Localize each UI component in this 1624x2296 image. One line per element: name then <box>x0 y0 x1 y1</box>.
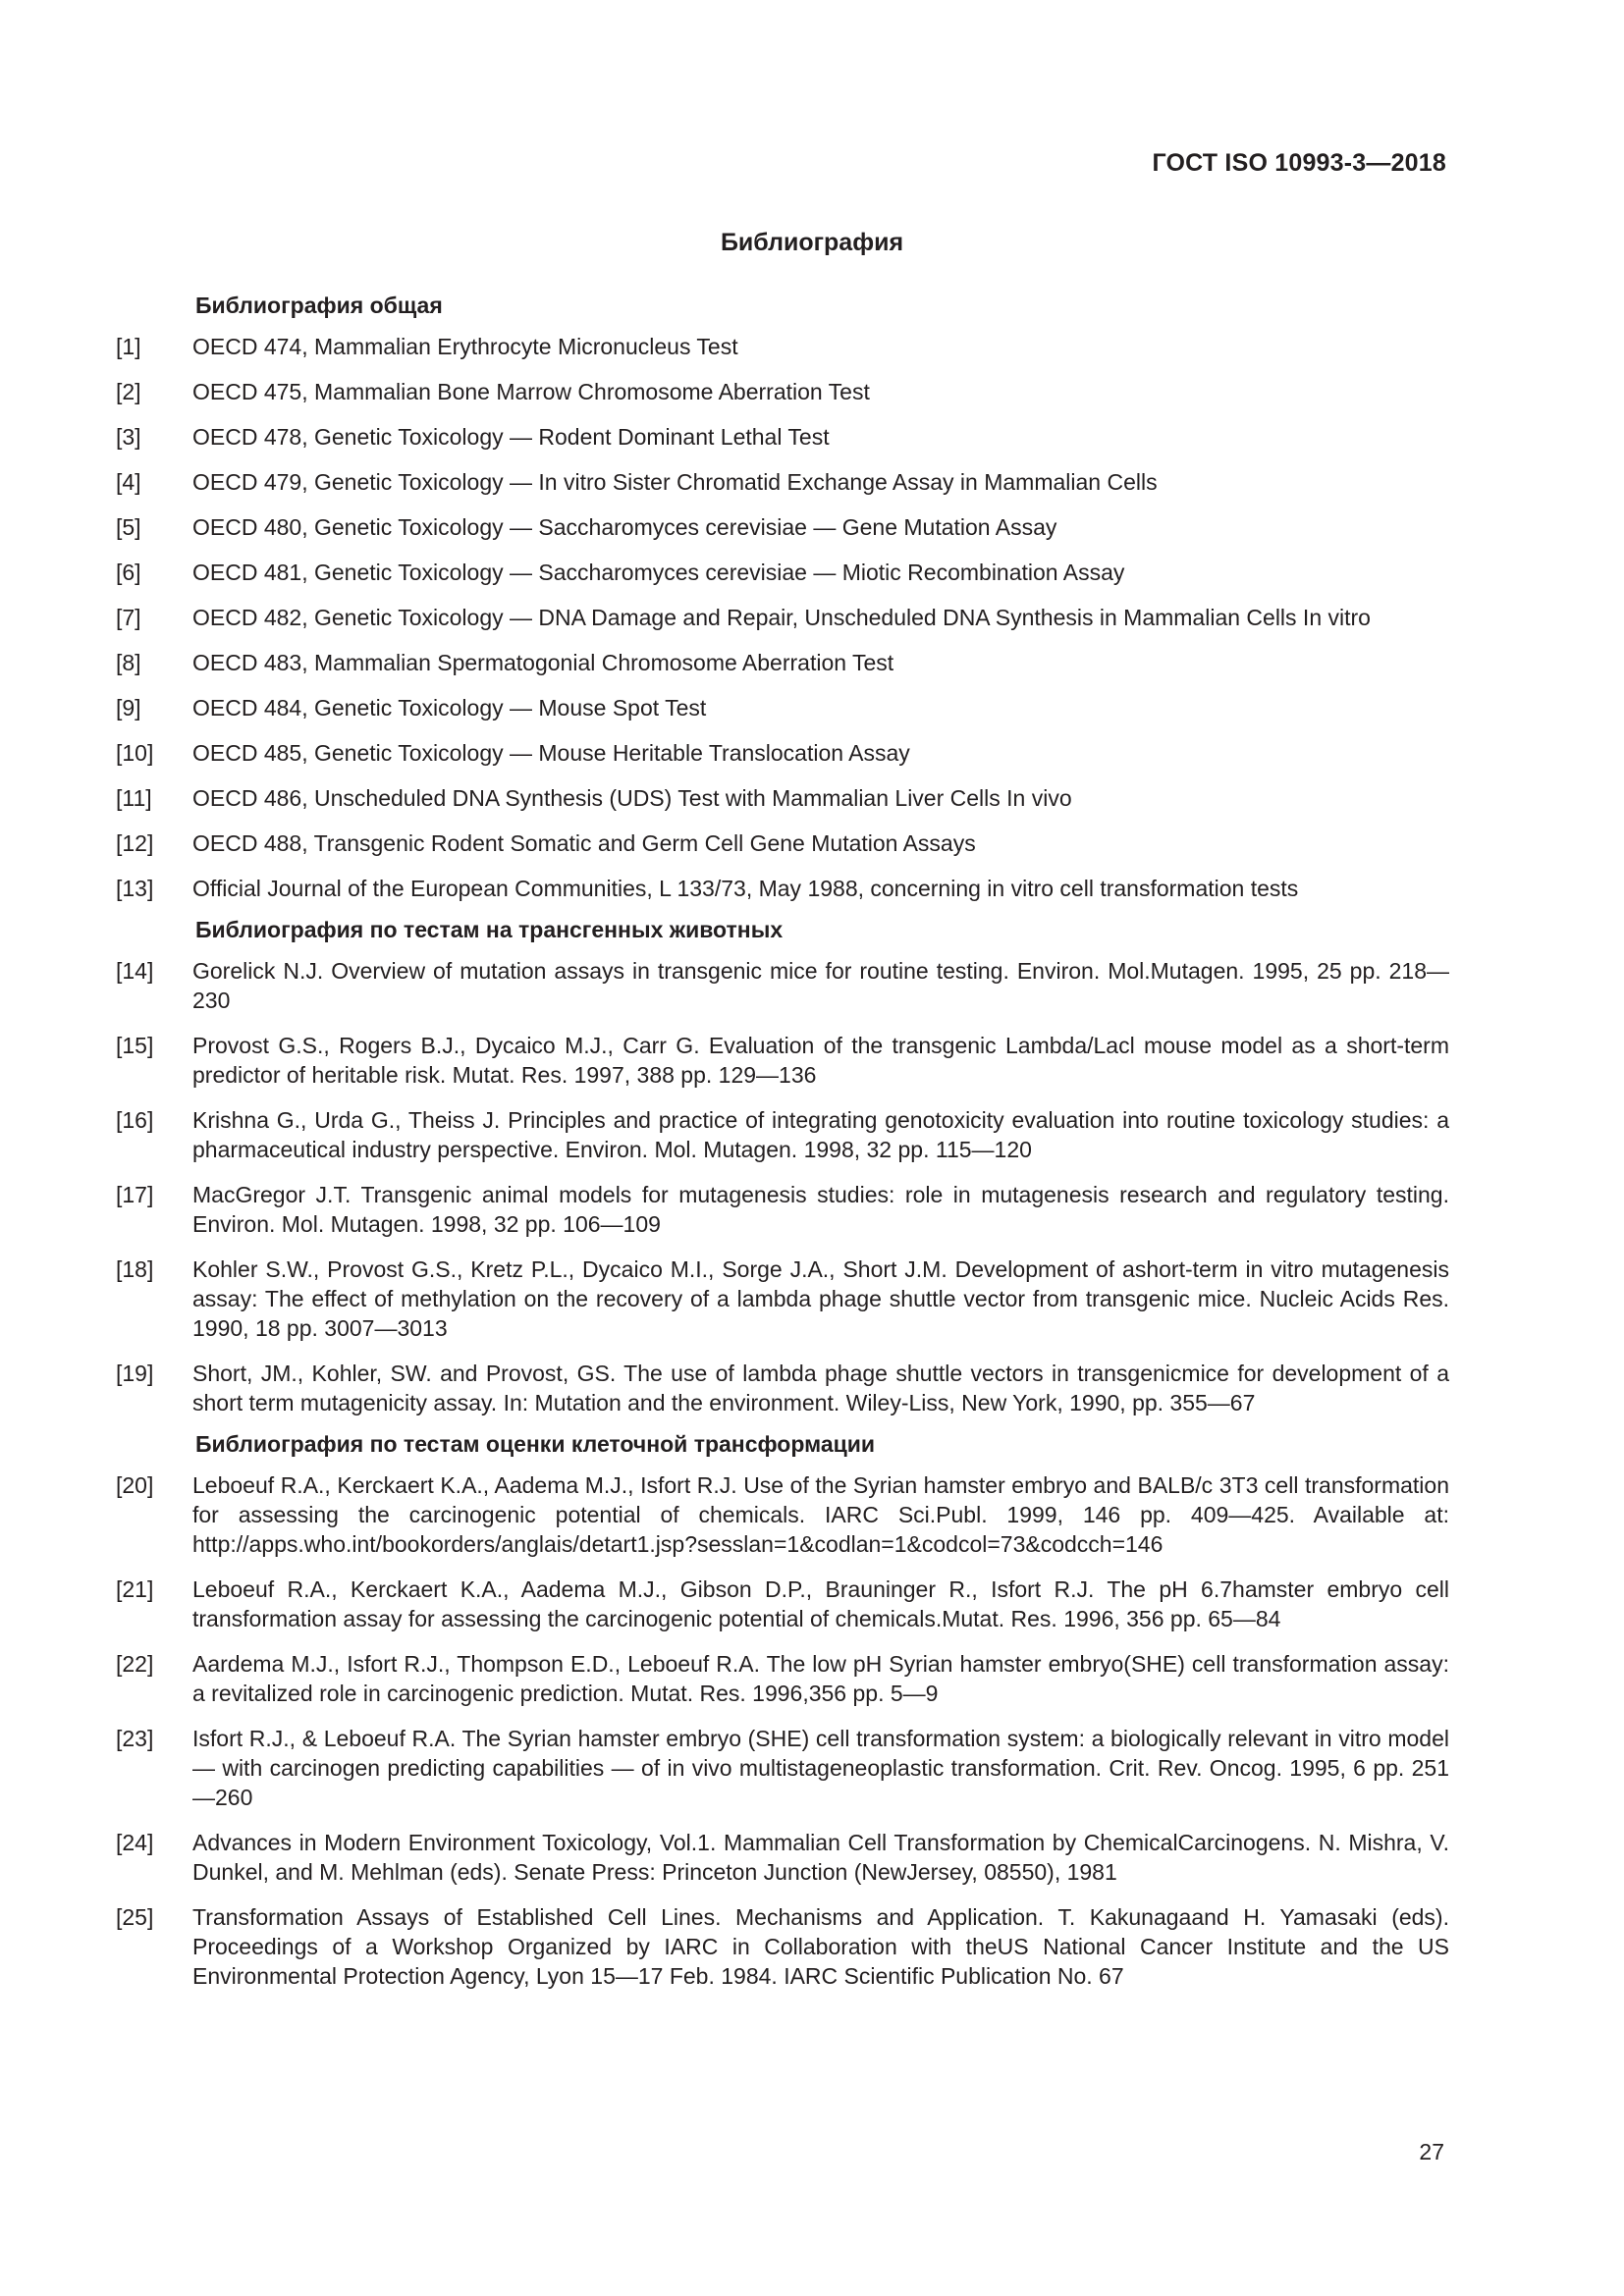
entry-number: [24] <box>116 1830 154 1855</box>
entry-text: Transformation Assays of Established Cell Lines. Mechanisms and Application. T. Kakunagaand H. Yamasaki (eds). Proceedings of a Workshop Organized by IARC in Collaboration with theUS National Cancer Institute and the US Environmental Protection Agency, Lyon 15—17 Feb. 1984. IARC Scientific Publication No. 67 <box>192 1904 1449 1989</box>
entry-text: Gorelick N.J. Overview of mutation assays in transgenic mice for routine testing. Environ. Mol.Mutagen. 1995, 25 pp. 218—230 <box>192 958 1449 1013</box>
bibliography-entry <box>116 783 1449 813</box>
entry-text: OECD 479, Genetic Toxicology — In vitro Sister Chromatid Exchange Assay in Mammalian Cells <box>192 469 1158 495</box>
bibliography-entry <box>116 738 1449 768</box>
bibliography-entry <box>116 1031 1449 1090</box>
entry-number: [21] <box>116 1576 154 1602</box>
bibliography-entry <box>116 1575 1449 1633</box>
entry-number: [10] <box>116 740 154 766</box>
entry-text: OECD 488, Transgenic Rodent Somatic and Germ Cell Gene Mutation Assays <box>192 830 976 856</box>
entry-text: Aardema M.J., Isfort R.J., Thompson E.D., Leboeuf R.A. The low pH Syrian hamster embryo(SHE) cell transformation assay: a revitalized role in carcinogenic prediction. Mutat. Res. 1996,356 pp. 5—9 <box>192 1651 1449 1706</box>
bibliography-entry <box>116 1828 1449 1887</box>
section-title: Библиография общая <box>195 293 443 318</box>
entry-text: OECD 486, Unscheduled DNA Synthesis (UDS) Test with Mammalian Liver Cells In vivo <box>192 785 1072 811</box>
entry-text: OECD 480, Genetic Toxicology — Saccharomyces cerevisiae — Gene Mutation Assay <box>192 514 1057 540</box>
bibliography-entry <box>116 1470 1449 1559</box>
entry-text: Leboeuf R.A., Kerckaert K.A., Aadema M.J., Isfort R.J. Use of the Syrian hamster embryo and BALB/c 3T3 cell transformation for assessing the carcinogenic potential of chemicals. IARC Sci.Publ. 1999, 146 pp. 409—425. Available at: http://apps.who.int/bookorders/anglais/detart1.jsp?sesslan=1&codlan=1&codcol=73&codcch=146 <box>192 1472 1449 1557</box>
page-title: Библиография <box>720 229 904 256</box>
entry-text: OECD 478, Genetic Toxicology — Rodent Dominant Lethal Test <box>192 424 830 450</box>
entry-text: OECD 474, Mammalian Erythrocyte Micronucleus Test <box>192 334 738 359</box>
bibliography-entry <box>116 1255 1449 1343</box>
entry-text: OECD 484, Genetic Toxicology — Mouse Spot Test <box>192 695 707 721</box>
bibliography-entry <box>116 603 1449 632</box>
bibliography-entry <box>116 512 1449 542</box>
bibliography-entry <box>116 648 1449 677</box>
bibliography-entry <box>116 467 1449 497</box>
entry-text: Kohler S.W., Provost G.S., Kretz P.L., Dycaico M.I., Sorge J.A., Short J.M. Development of ashort-term in vitro mutagenesis assay: The effect of methylation on the recovery of a lambda phage shuttle vector from transgenic mice. Nucleic Acids Res. 1990, 18 pp. 3007—3013 <box>192 1256 1449 1341</box>
bibliography-entry <box>116 422 1449 452</box>
entry-text: Official Journal of the European Communities, L 133/73, May 1988, concerning in vitro cell transformation tests <box>192 876 1299 901</box>
entry-text: OECD 475, Mammalian Bone Marrow Chromosome Aberration Test <box>192 379 870 404</box>
entry-number: [20] <box>116 1472 154 1498</box>
entry-text: MacGregor J.T. Transgenic animal models for mutagenesis studies: role in mutagenesis research and regulatory testing. Environ. Mol. Mutagen. 1998, 32 pp. 106—109 <box>192 1182 1449 1237</box>
entry-number: [11] <box>116 785 152 811</box>
bibliography-entry <box>116 828 1449 858</box>
entry-number: [6] <box>116 560 141 585</box>
bibliography-entry <box>116 1105 1449 1164</box>
entry-number: [8] <box>116 650 141 675</box>
entry-number: [19] <box>116 1361 154 1386</box>
entry-text: Provost G.S., Rogers B.J., Dycaico M.J., Carr G. Evaluation of the transgenic Lambda/Lacl mouse model as a short-term predictor of heritable risk. Mutat. Res. 1997, 388 pp. 129—136 <box>192 1033 1449 1088</box>
entry-number: [12] <box>116 830 154 856</box>
page-number: 27 <box>1419 2139 1444 2164</box>
bibliography-entry <box>116 377 1449 406</box>
entry-number: [7] <box>116 605 141 630</box>
entry-number: [2] <box>116 379 141 404</box>
entry-number: [3] <box>116 424 141 450</box>
bibliography-entry <box>116 1902 1449 1991</box>
entry-number: [13] <box>116 876 154 901</box>
section-title: Библиография по тестам на трансгенных животных <box>195 917 784 942</box>
entry-text: Leboeuf R.A., Kerckaert K.A., Aadema M.J., Gibson D.P., Brauninger R., Isfort R.J. The pH 6.7hamster embryo cell transformation assay for assessing the carcinogenic potential of chemicals.Mutat. Res. 1996, 356 pp. 65—84 <box>192 1576 1449 1631</box>
entry-text: Advances in Modern Environment Toxicology, Vol.1. Mammalian Cell Transformation by ChemicalCarcinogens. N. Mishra, V. Dunkel, and M. Mehlman (eds). Senate Press: Princeton Junction (NewJersey, 08550), 1981 <box>192 1830 1449 1885</box>
entry-number: [18] <box>116 1256 154 1282</box>
entry-number: [22] <box>116 1651 154 1677</box>
bibliography-entry <box>116 1649 1449 1708</box>
entry-number: [17] <box>116 1182 154 1207</box>
bibliography-entry <box>116 332 1449 361</box>
entry-text: Short, JM., Kohler, SW. and Provost, GS. The use of lambda phage shuttle vectors in transgenicmice for development of a short term mutagenicity assay. In: Mutation and the environment. Wiley-Liss, New York, 1990, pp. 355—67 <box>192 1361 1449 1415</box>
bibliography-entry <box>116 1359 1449 1417</box>
entry-number: [16] <box>116 1107 154 1133</box>
section-title: Библиография по тестам оценки клеточной трансформации <box>195 1431 876 1457</box>
entry-number: [23] <box>116 1726 154 1751</box>
bibliography-entry <box>116 874 1449 903</box>
entry-text: Isfort R.J., & Leboeuf R.A. The Syrian hamster embryo (SHE) cell transformation system: a biologically relevant in vitro model — with carcinogen predicting capabilities — of in vivo multistageneoplastic transformation. Crit. Rev. Oncog. 1995, 6 pp. 251—260 <box>192 1726 1449 1810</box>
entry-text: OECD 485, Genetic Toxicology — Mouse Heritable Translocation Assay <box>192 740 910 766</box>
entry-text: OECD 483, Mammalian Spermatogonial Chromosome Aberration Test <box>192 650 894 675</box>
entry-text: OECD 481, Genetic Toxicology — Saccharomyces cerevisiae — Miotic Recombination Assay <box>192 560 1125 585</box>
entry-number: [5] <box>116 514 141 540</box>
entry-number: [1] <box>116 334 141 359</box>
bibliography-entry <box>116 693 1449 722</box>
bibliography-body <box>116 291 1449 2002</box>
bibliography-entry <box>116 1724 1449 1812</box>
bibliography-entry <box>116 558 1449 587</box>
bibliography-entry <box>116 956 1449 1015</box>
entry-number: [4] <box>116 469 141 495</box>
entry-number: [9] <box>116 695 141 721</box>
entry-number: [15] <box>116 1033 154 1058</box>
document-standard-id: ГОСТ ISO 10993-3—2018 <box>1152 149 1446 177</box>
entry-text: Krishna G., Urda G., Theiss J. Principles and practice of integrating genotoxicity evaluation into routine toxicology studies: a pharmaceutical industry perspective. Environ. Mol. Mutagen. 1998, 32 pp. 115—120 <box>192 1107 1449 1162</box>
entry-text: OECD 482, Genetic Toxicology — DNA Damage and Repair, Unscheduled DNA Synthesis in Mammalian Cells In vitro <box>192 605 1371 630</box>
bibliography-entry <box>116 1180 1449 1239</box>
entry-number: [14] <box>116 958 154 984</box>
entry-number: [25] <box>116 1904 154 1930</box>
